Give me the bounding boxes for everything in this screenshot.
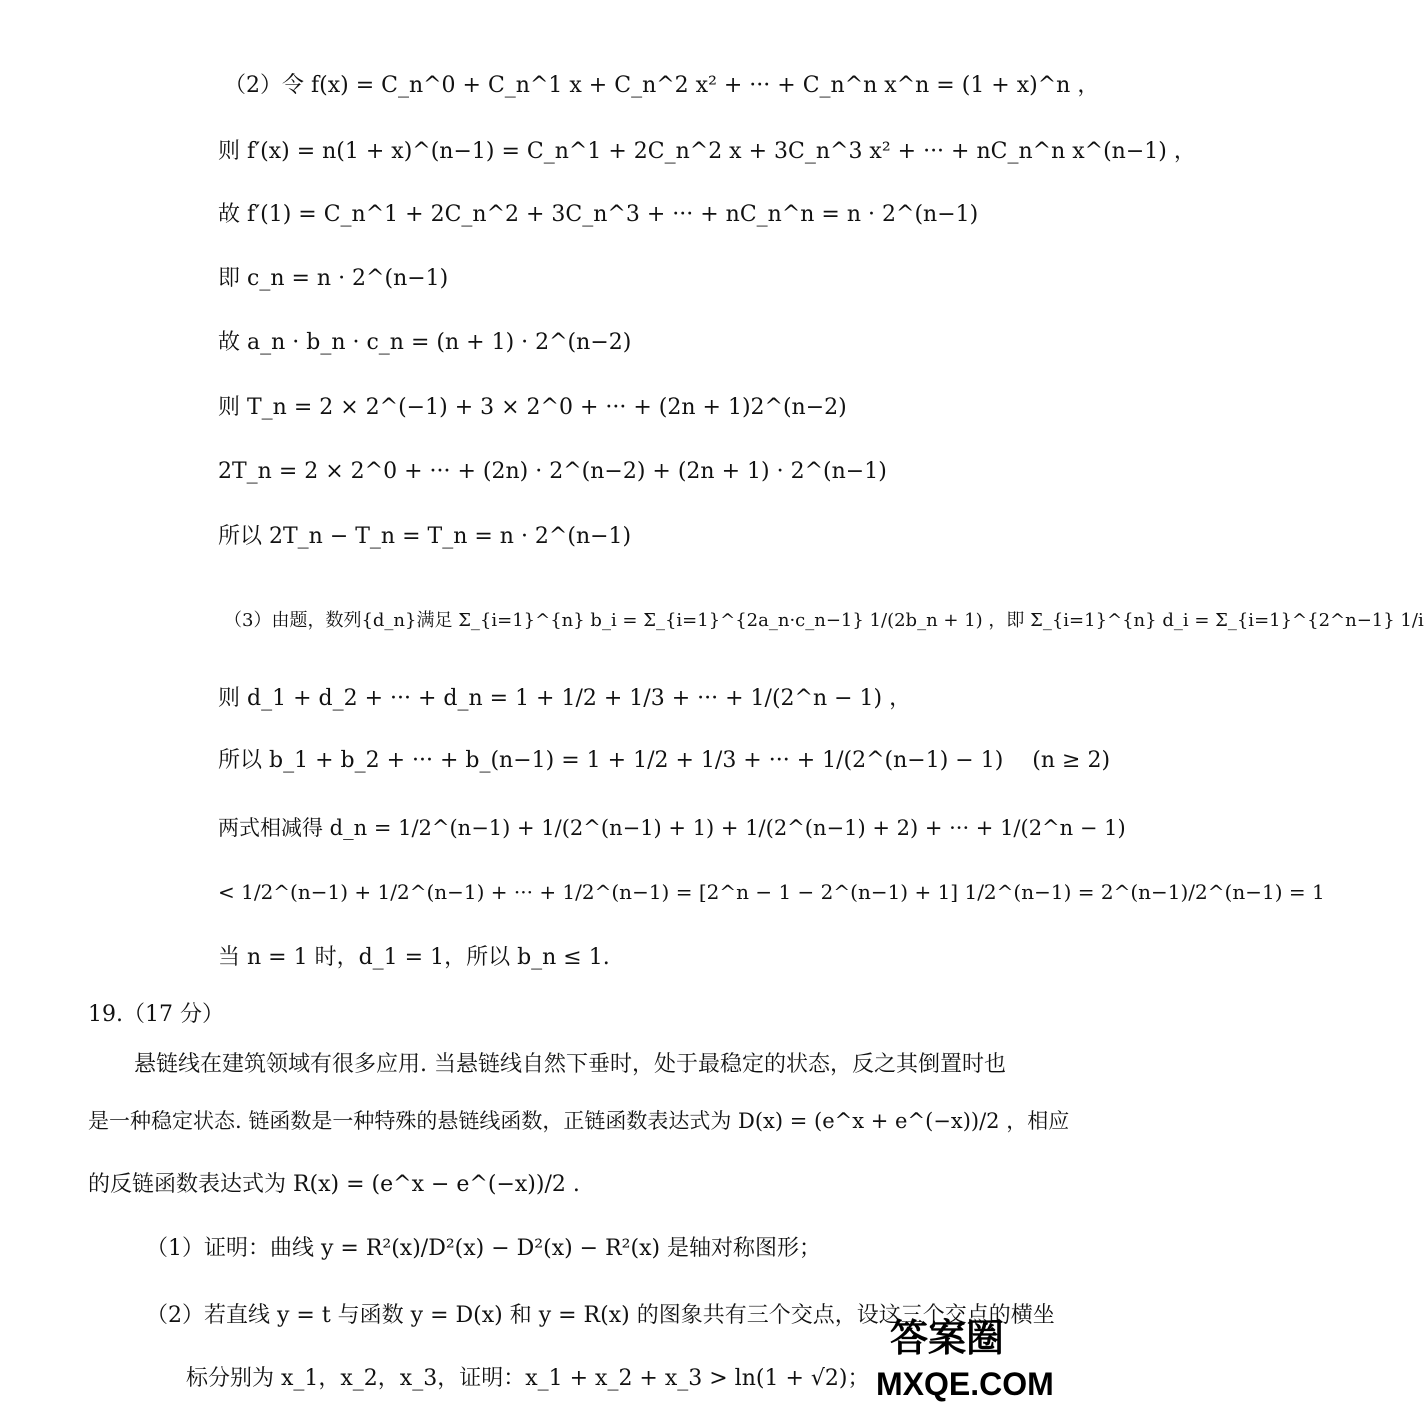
solution-part2-line8: 所以 2T_n − T_n = T_n = n · 2^(n−1)	[218, 524, 632, 549]
question-19-part1: （1）证明：曲线 y = R²(x)/D²(x) − D²(x) − R²(x) 是轴对称图形；	[146, 1236, 822, 1261]
solution-part2-line7: 2T_n = 2 × 2^0 + ··· + (2n) · 2^(n−2) + (2n + 1) · 2^(n−1)	[218, 459, 887, 484]
question-19-text-line2: 是一种稳定状态. 链函数是一种特殊的悬链线函数，正链函数表达式为 D(x) = (e^x + e^(−x))/2 ，相应	[88, 1109, 1070, 1133]
solution-part2-line6: 则 T_n = 2 × 2^(−1) + 3 × 2^0 + ··· + (2n + 1)2^(n−2)	[218, 395, 847, 420]
solution-part3-line5: < 1/2^(n−1) + 1/2^(n−1) + ··· + 1/2^(n−1) = [2^n − 1 − 2^(n−1) + 1] 1/2^(n−1) = 2^(n−1)/2^(n−1) = 1	[218, 880, 1325, 904]
solution-part2-line1: （2）令 f(x) = C_n^0 + C_n^1 x + C_n^2 x² + ··· + C_n^n x^n = (1 + x)^n ，	[224, 73, 1100, 98]
solution-part2-line4: 即 c_n = n · 2^(n−1)	[218, 266, 449, 291]
question-19-part2-line1: （2）若直线 y = t 与函数 y = D(x) 和 y = R(x) 的图象共有三个交点，设这三个交点的横坐	[146, 1303, 1055, 1328]
solution-part2-line2: 则 f′(x) = n(1 + x)^(n−1) = C_n^1 + 2C_n^2 x + 3C_n^3 x² + ··· + nC_n^n x^(n−1) ，	[218, 139, 1196, 164]
watermark-top-text: 答案圈	[890, 1318, 1005, 1360]
question-19-text-line3: 的反链函数表达式为 R(x) = (e^x − e^(−x))/2 .	[88, 1172, 580, 1197]
solution-part2-line3: 故 f′(1) = C_n^1 + 2C_n^2 + 3C_n^3 + ··· + nC_n^n = n · 2^(n−1)	[218, 202, 979, 227]
solution-part3-line4: 两式相减得 d_n = 1/2^(n−1) + 1/(2^(n−1) + 1) + 1/(2^(n−1) + 2) + ··· + 1/(2^n − 1)	[218, 816, 1126, 840]
solution-part3-line2: 则 d_1 + d_2 + ··· + d_n = 1 + 1/2 + 1/3 + ··· + 1/(2^n − 1) ，	[218, 686, 912, 711]
question-19-heading: 19.（17 分）	[88, 1002, 224, 1027]
solution-part3-line1: （3）由题，数列{d_n}满足 Σ_{i=1}^{n} b_i = Σ_{i=1}^{2a_n·c_n−1} 1/(2b_n + 1) ，即 Σ_{i=1}^{n} d_i = Σ_{i=1}^{2^n−1} 1/i	[224, 610, 1424, 631]
watermark-bottom-text: MXQE.COM	[876, 1366, 1054, 1402]
solution-part3-line6: 当 n = 1 时，d_1 = 1，所以 b_n ≤ 1.	[218, 945, 610, 970]
solution-part3-line3: 所以 b_1 + b_2 + ··· + b_(n−1) = 1 + 1/2 + 1/3 + ··· + 1/(2^(n−1) − 1) (n ≥ 2)	[218, 748, 1111, 773]
solution-part2-line5: 故 a_n · b_n · c_n = (n + 1) · 2^(n−2)	[218, 330, 632, 355]
question-19-text-line1: 悬链线在建筑领域有很多应用. 当悬链线自然下垂时，处于最稳定的状态，反之其倒置时也	[134, 1052, 1006, 1077]
watermark-logo	[872, 1305, 1062, 1405]
question-19-part2-line2: 标分别为 x_1，x_2，x_3，证明：x_1 + x_2 + x_3 > ln(1 + √2)；	[186, 1366, 870, 1391]
